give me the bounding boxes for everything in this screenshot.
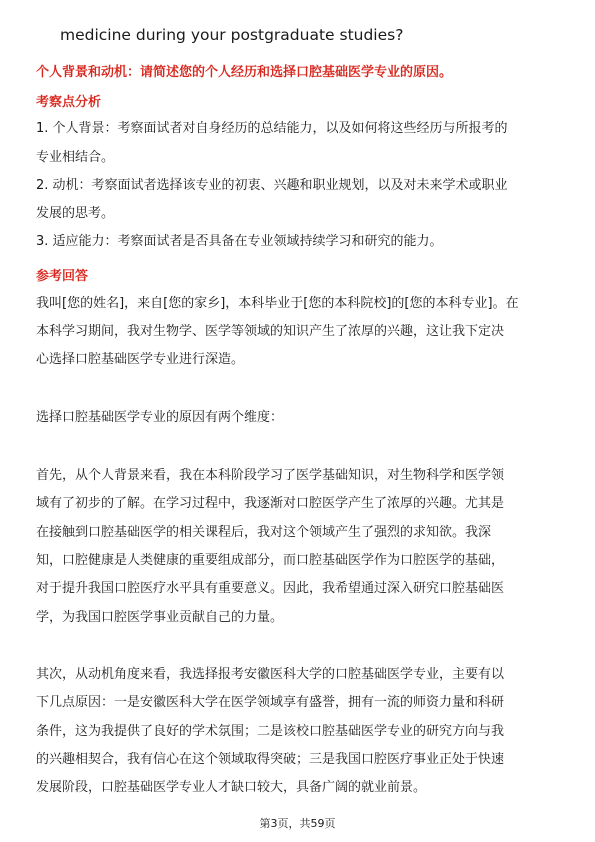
page-number-footer: 第3页，共59页 — [259, 817, 336, 830]
intro-line: 本科学习期间，我对生物学、医学等领域的知识产生了浓厚的兴趣，这让我下定决 — [36, 324, 505, 339]
first-paragraph-line: 学，为我国口腔医学事业贡献自己的力量。 — [36, 610, 284, 625]
second-paragraph-line: 发展阶段，口腔基础医学专业人才缺口较大，具备广阔的就业前景。 — [36, 780, 427, 795]
analysis-heading: 考察点分析 — [36, 95, 102, 110]
analysis-line: 专业相结合。 — [36, 150, 115, 165]
question-heading: 个人背景和动机：请简述您的个人经历和选择口腔基础医学专业的原因。 — [36, 65, 453, 80]
intro-line: 心选择口腔基础医学专业进行深造。 — [36, 352, 245, 367]
intro-line: 我叫[您的姓名]，来自[您的家乡]，本科毕业于[您的本科院校]的[您的本科专业]。在 — [36, 296, 519, 311]
first-paragraph-line: 在接触到口腔基础医学的相关课程后，我对这个领域产生了强烈的求知欲。我深 — [36, 525, 492, 540]
continued-question: medicine during your postgraduate studies? — [60, 26, 404, 44]
dimensions-line: 选择口腔基础医学专业的原因有两个维度： — [36, 410, 284, 425]
answer-heading: 参考回答 — [36, 269, 89, 284]
analysis-line: 1. 个人背景：考察面试者对自身经历的总结能力，以及如何将这些经历与所报考的 — [36, 121, 508, 136]
analysis-line: 3. 适应能力：考察面试者是否具备在专业领域持续学习和研究的能力。 — [36, 234, 443, 249]
first-paragraph-line: 对于提升我国口腔医疗水平具有重要意义。因此，我希望通过深入研究口腔基础医 — [36, 581, 505, 596]
first-paragraph-line: 域有了初步的了解。在学习过程中，我逐渐对口腔医学产生了浓厚的兴趣。尤其是 — [36, 496, 505, 511]
first-paragraph-line: 首先，从个人背景来看，我在本科阶段学习了医学基础知识，对生物科学和医学领 — [36, 468, 505, 483]
second-paragraph-line: 下几点原因：一是安徽医科大学在医学领域享有盛誉，拥有一流的师资力量和科研 — [36, 695, 505, 710]
second-paragraph-line: 其次，从动机角度来看，我选择报考安徽医科大学的口腔基础医学专业，主要有以 — [36, 667, 505, 682]
first-paragraph-line: 知，口腔健康是人类健康的重要组成部分，而口腔基础医学作为口腔医学的基础， — [36, 553, 505, 568]
analysis-line: 发展的思考。 — [36, 206, 115, 221]
analysis-line: 2. 动机：考察面试者选择该专业的初衷、兴趣和职业规划，以及对未来学术或职业 — [36, 178, 508, 193]
second-paragraph-line: 的兴趣相契合，我有信心在这个领域取得突破；三是我国口腔医疗事业正处于快速 — [36, 752, 505, 767]
second-paragraph-line: 条件，这为我提供了良好的学术氛围；二是该校口腔基础医学专业的研究方向与我 — [36, 724, 505, 739]
